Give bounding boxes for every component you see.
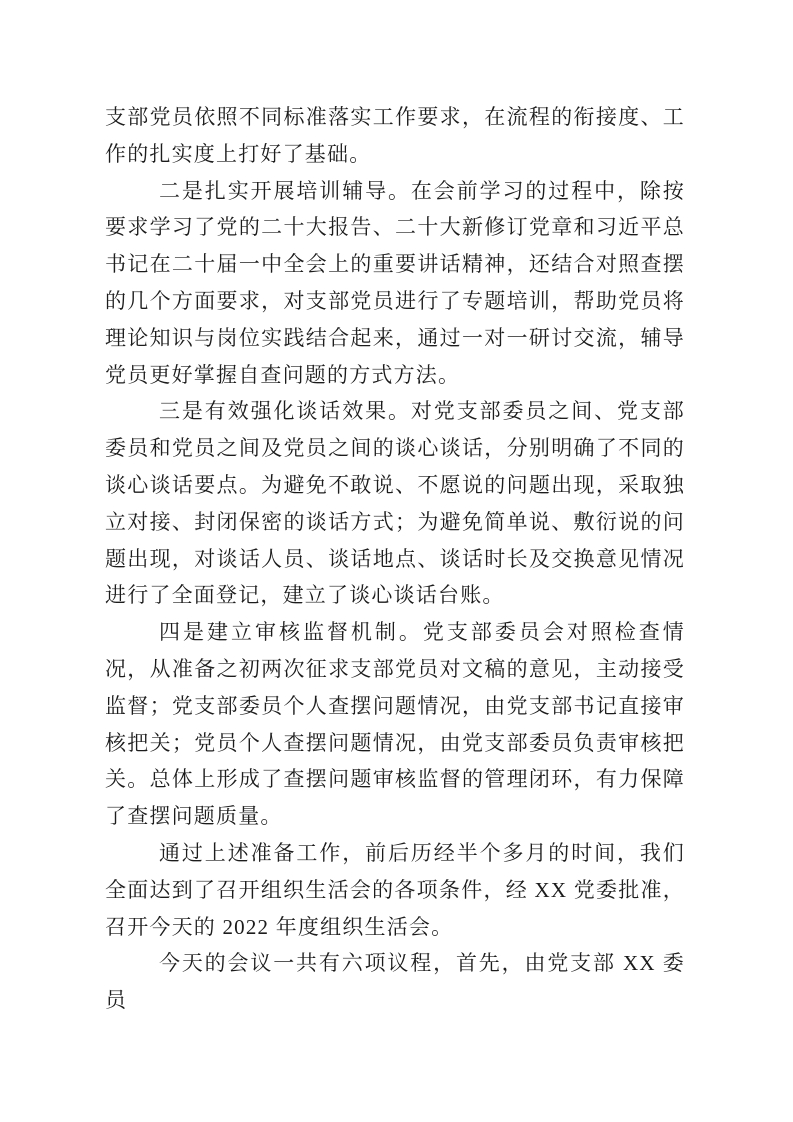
paragraph: 二是扎实开展培训辅导。在会前学习的过程中，除按要求学习了党的二十大报告、二十大新修订党章和习近平总书记在二十届一中全会上的重要讲话精神，还结合对照查摆的几个方面要求，对支部党员进行了专题培训，帮助党员将理论知识与岗位实践结合起来，通过一对一研讨交流，辅导党员更好掌握自查问题的方式方法。 [105,178,685,387]
paragraph: 四是建立审核监督机制。党支部委员会对照检查情况，从准备之初两次征求支部党员对文稿的意见，主动接受监督；党支部委员个人查摆问题情况，由党支部书记直接审核把关；党员个人查摆问题情况，由党支部委员负责审核把关。总体上形成了查摆问题审核监督的管理闭环，有力保障了查摆问题质量。 [105,620,685,829]
paragraph: 三是有效强化谈话效果。对党支部委员之间、党支部委员和党员之间及党员之间的谈心谈话，分别明确了不同的谈心谈话要点。为避免不敢说、不愿说的问题出现，采取独立对接、封闭保密的谈话方式；为避免简单说、敷衍说的问题出现，对谈话人员、谈话地点、谈话时长及交换意见情况进行了全面登记，建立了谈心谈话台账。 [105,399,685,608]
paragraph: 今天的会议一共有六项议程，首先，由党支部 XX 委员 [105,951,685,1013]
paragraph: 支部党员依照不同标准落实工作要求，在流程的衔接度、工作的扎实度上打好了基础。 [105,105,685,166]
paragraph: 通过上述准备工作，前后历经半个多月的时间，我们全面达到了召开组织生活会的各项条件，经 XX 党委批准，召开今天的 2022 年度组织生活会。 [105,840,685,939]
document-body [105,99,685,1019]
